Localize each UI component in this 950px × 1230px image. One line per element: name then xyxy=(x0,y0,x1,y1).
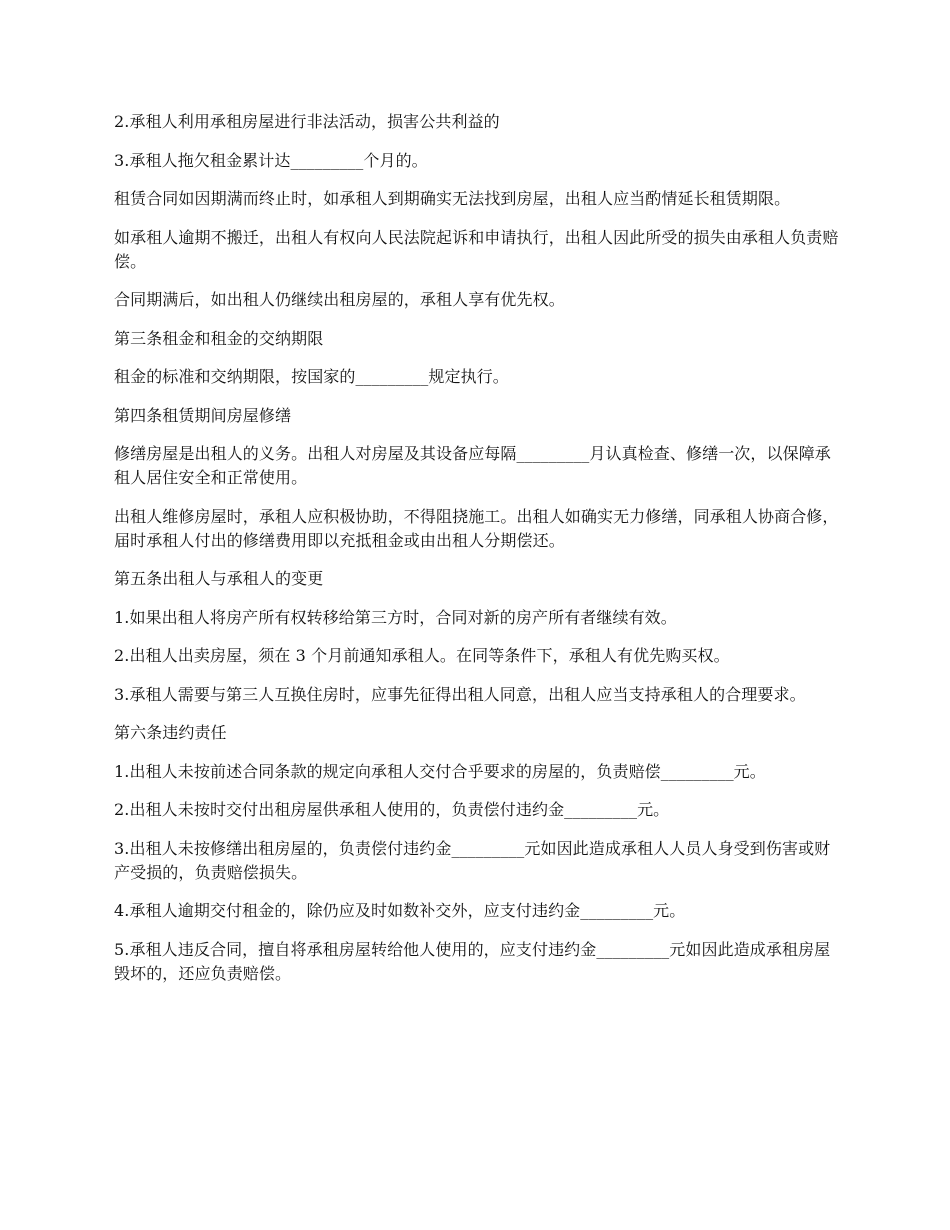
clause-item: 4.承租人逾期交付租金的，除仍应及时如数补交外，应支付违约金_________元。 xyxy=(114,901,686,920)
clause-item: 1.如果出租人将房产所有权转移给第三方时，合同对新的房产所有者继续有效。 xyxy=(114,607,677,627)
clause-item: 3.出租人未按修缮出租房屋的，负责偿付违约金_________元如因此造成承租人人员人身受到伤害或财产受损的，负责赔偿损失。 xyxy=(114,838,831,882)
body-paragraph: 租赁合同如因期满而终止时，如承租人到期确实无法找到房屋，出租人应当酌情延长租赁期限。 xyxy=(114,189,791,208)
clause-item: 1.出租人未按前述合同条款的规定向承租人交付合乎要求的房屋的，负责赔偿_________元。 xyxy=(114,761,766,781)
clause-item: 2.承租人利用承租房屋进行非法活动，损害公共利益的 xyxy=(114,112,500,131)
clause-item: 5.承租人违反合同，擅自将承租房屋转给他人使用的，应支付违约金_________元如因此造成承租房屋毁坏的，还应负责赔偿。 xyxy=(114,939,831,983)
clause-item: 2.出租人未按时交付出租房屋供承租人使用的，负责偿付违约金_________元。 xyxy=(114,800,670,819)
clause-item: 2.出租人出卖房屋，须在 3 个月前通知承租人。在同等条件下，承租人有优先购买权。 xyxy=(114,646,730,665)
body-paragraph: 出租人维修房屋时，承租人应积极协助，不得阻挠施工。出租人如确实无力修缮，同承租人协商合修，届时承租人付出的修缮费用即以充抵租金或由出租人分期偿还。 xyxy=(114,506,839,550)
body-paragraph: 如承租人逾期不搬迁，出租人有权向人民法院起诉和申请执行，出租人因此所受的损失由承租人负责赔偿。 xyxy=(114,227,839,271)
section-heading: 第五条出租人与承租人的变更 xyxy=(114,569,324,588)
body-paragraph: 租金的标准和交纳期限，按国家的_________规定执行。 xyxy=(114,367,509,386)
clause-item: 3.承租人需要与第三人互换住房时，应事先征得出租人同意，出租人应当支持承租人的合理要求。 xyxy=(114,684,806,704)
clause-item: 3.承租人拖欠租金累计达_________个月的。 xyxy=(114,150,428,170)
body-paragraph: 修缮房屋是出租人的义务。出租人对房屋及其设备应每隔_________月认真检查、修缮一次，以保障承租人居住安全和正常使用。 xyxy=(114,444,831,487)
section-heading: 第六条违约责任 xyxy=(114,723,227,742)
section-heading: 第四条租赁期间房屋修缮 xyxy=(114,405,292,425)
section-heading: 第三条租金和租金的交纳期限 xyxy=(114,328,324,348)
body-paragraph: 合同期满后，如出租人仍继续出租房屋的，承租人享有优先权。 xyxy=(114,290,565,309)
document-body xyxy=(114,110,844,1000)
